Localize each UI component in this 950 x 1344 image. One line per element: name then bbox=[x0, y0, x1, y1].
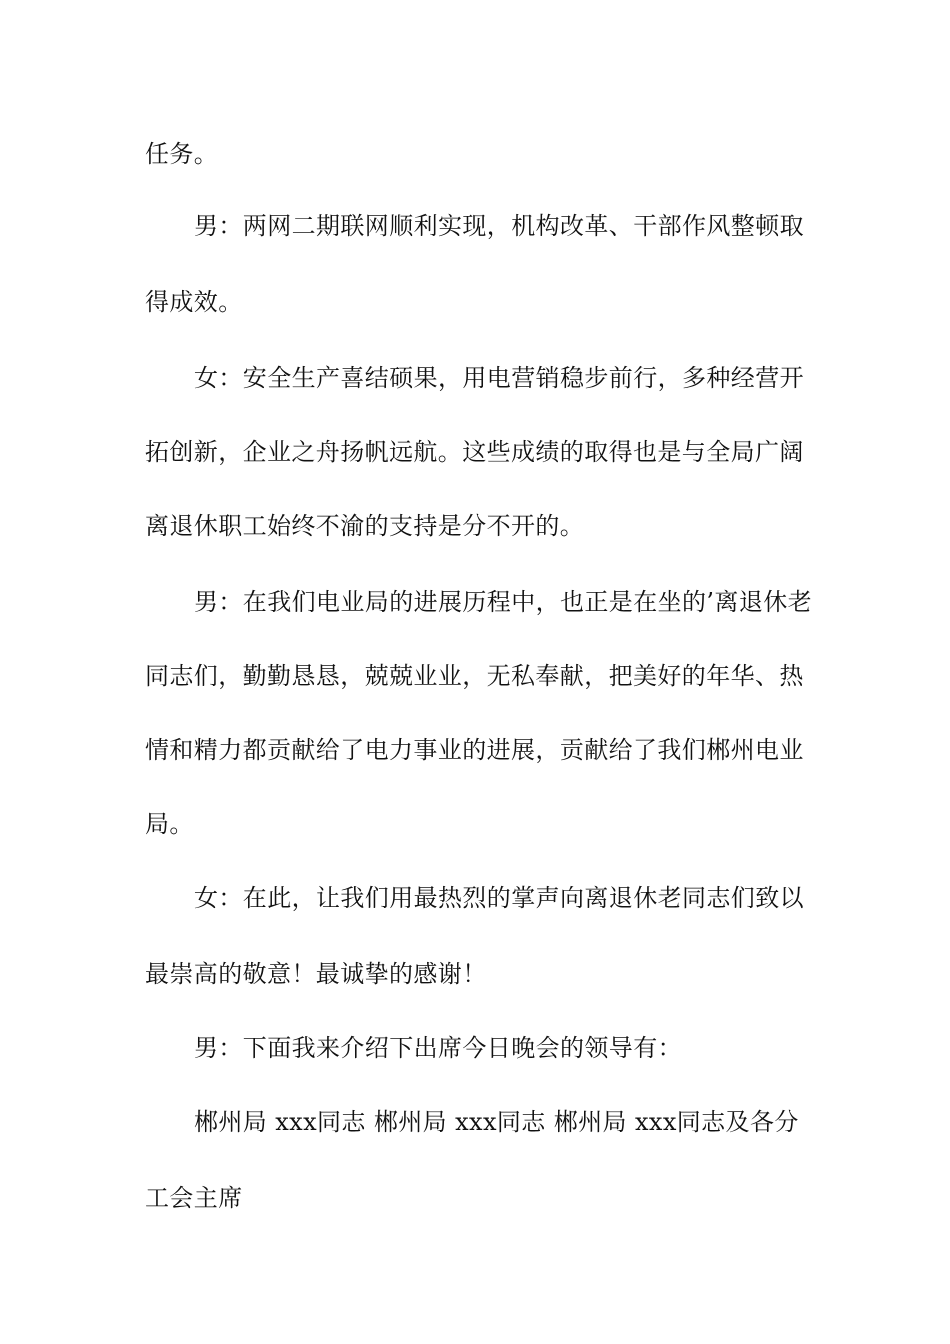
text-line: 局。 bbox=[145, 810, 194, 838]
text-line: 任务。 bbox=[145, 140, 219, 168]
text-line: 得成效。 bbox=[145, 288, 243, 316]
text-line: 男：两网二期联网顺利实现，机构改革、干部作风整顿取 bbox=[194, 212, 804, 240]
text-line: 情和精力都贡献给了电力事业的进展，贡献给了我们郴州电业 bbox=[145, 736, 804, 764]
text-line: 郴州局 xxx同志 郴州局 xxx同志 郴州局 xxx同志及各分 bbox=[194, 1108, 799, 1136]
text-line: 男：下面我来介绍下出席今日晚会的领导有： bbox=[194, 1034, 682, 1062]
text-line: 男：在我们电业局的进展历程中，也正是在坐的’离退休老 bbox=[194, 588, 813, 616]
text-line: 工会主席 bbox=[145, 1184, 243, 1212]
text-line: 同志们，勤勤恳恳，兢兢业业，无私奉献，把美好的年华、热 bbox=[145, 662, 804, 690]
text-line: 拓创新，企业之舟扬帆远航。这些成绩的取得也是与全局广阔 bbox=[145, 438, 804, 466]
text-line: 女：安全生产喜结硕果，用电营销稳步前行，多种经营开 bbox=[194, 364, 804, 392]
text-line: 女：在此，让我们用最热烈的掌声向离退休老同志们致以 bbox=[194, 884, 804, 912]
text-line: 离退休职工始终不渝的支持是分不开的。 bbox=[145, 512, 585, 540]
text-line: 最崇高的敬意！最诚挚的感谢！ bbox=[145, 960, 487, 988]
